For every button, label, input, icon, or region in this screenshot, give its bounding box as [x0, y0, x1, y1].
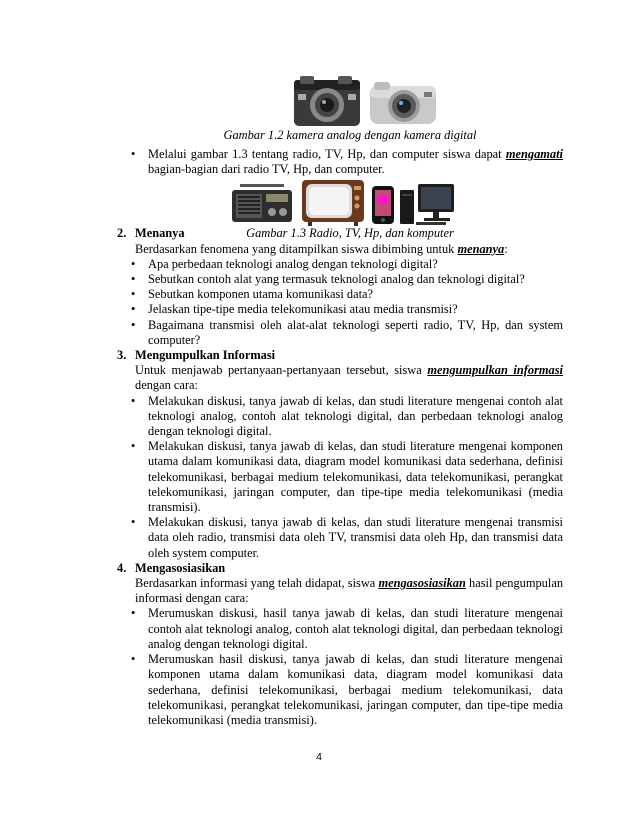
section-4-intro-before: Berdasarkan informasi yang telah didapat, siswa [135, 576, 379, 591]
figure-1-2-cameras [292, 76, 440, 128]
section-3-intro-emph: mengumpulkan informasi [427, 363, 563, 378]
intro-text-before: Melalui gambar 1.3 tentang radio, TV, Hp, dan computer siswa dapat [148, 147, 506, 161]
section-3-heading [117, 348, 563, 363]
section-3-number: 3. [117, 348, 127, 363]
section-2-bullet: • Apa perbedaan teknologi analog dengan teknologi digital? [117, 257, 563, 272]
section-4-number: 4. [117, 560, 127, 575]
figure-1-3-space [117, 177, 563, 226]
section-2-intro [117, 242, 563, 257]
section-2-bullet: • Bagaimana transmisi oleh alat-alat teknologi seperti radio, TV, Hp, dan system computer? [117, 318, 563, 348]
section-2-bullet: • Sebutkan contoh alat yang termasuk teknologi analog dan teknologi digital? [117, 272, 563, 287]
section-2-bullet: • Jelaskan tipe-tipe media telekomunikasi atau media transmisi? [117, 302, 563, 317]
section-3-intro [117, 363, 563, 393]
section-3-intro-before: Untuk menjawab pertanyaan-pertanyaan tersebut, siswa [135, 363, 428, 378]
section-4-heading [117, 561, 563, 576]
section-3-title: Mengumpulkan Informasi [135, 348, 276, 363]
section-4-bullet: • Merumuskan hasil diskusi, tanya jawab di kelas, dan studi literature mengenai komponen utama dalam komunikasi data, diagram model komunikasi data sederhana, definisi telekomunikasi, berbagai medium telekomunikasi, data telekomunikasi, perangkat telekomunikasi, jaringan computer, dan tipe-tipe media telekomunikasi (media transmisi). [117, 652, 563, 728]
section-3-bullet: • Melakukan diskusi, tanya jawab di kelas, dan studi literature mengenai contoh alat teknologi analog, contoh alat teknologi digital, dan perbedaan teknologi analog dengan teknologi digital. [117, 394, 563, 440]
section-2-number: 2. [117, 226, 127, 241]
section-4-intro-after: hasil pengumpulan informasi dengan cara: [135, 576, 564, 606]
section-2-intro-before: Berdasarkan fenomena yang ditampilkan siswa dibimbing untuk [135, 241, 458, 256]
section-3-intro-after: dengan cara: [135, 378, 198, 393]
section-4-intro-emph: mengasosiasikan [378, 576, 466, 591]
section-2-heading [117, 226, 563, 241]
section-3-bullet: • Melakukan diskusi, tanya jawab di kelas, dan studi literature mengenai transmisi data oleh radio, transmisi data oleh TV, transmisi data oleh Hp, dan transmisi data oleh system computer. [117, 515, 563, 561]
intro-text-after: bagian-bagian dari radio TV, Hp, dan computer. [148, 162, 385, 177]
section-2-intro-emph: menanya [457, 241, 505, 256]
intro-bullet [117, 147, 563, 177]
section-4-intro [117, 576, 563, 606]
section-4-bullet: • Merumuskan diskusi, hasil tanya jawab di kelas, dan studi literature mengenai contoh alat teknologi analog, contoh alat teknologi digital, dan perbedaan teknologi analog dengan teknologi digital. [117, 606, 563, 652]
intro-emph: mengamati [505, 147, 563, 161]
figure-1-3-caption: Gambar 1.3 Radio, TV, Hp, dan komputer [246, 226, 454, 240]
section-4-title: Mengasosiasikan [135, 560, 226, 575]
section-2-intro-after: : [504, 241, 508, 256]
document-content [117, 147, 563, 728]
section-2-bullet: • Sebutkan komponen utama komunikasi data? [117, 287, 563, 302]
camera-illustration [292, 76, 440, 128]
section-3-bullet: • Melakukan diskusi, tanya jawab di kelas, dan studi literature mengenai komponen utama dalam komunikasi data, diagram model komunikasi data sederhana, definisi telekomunikasi, berbagai medium telekomunikasi, data telekomunikasi, perangkat telekomunikasi, jaringan computer, dan tipe-tipe media telekomunikasi (media transmisi). [117, 439, 563, 515]
section-2-title: Menanya [135, 226, 185, 241]
page-number: 4 [316, 751, 322, 763]
figure-1-2-caption: Gambar 1.2 kamera analog dengan kamera digital [223, 128, 477, 142]
